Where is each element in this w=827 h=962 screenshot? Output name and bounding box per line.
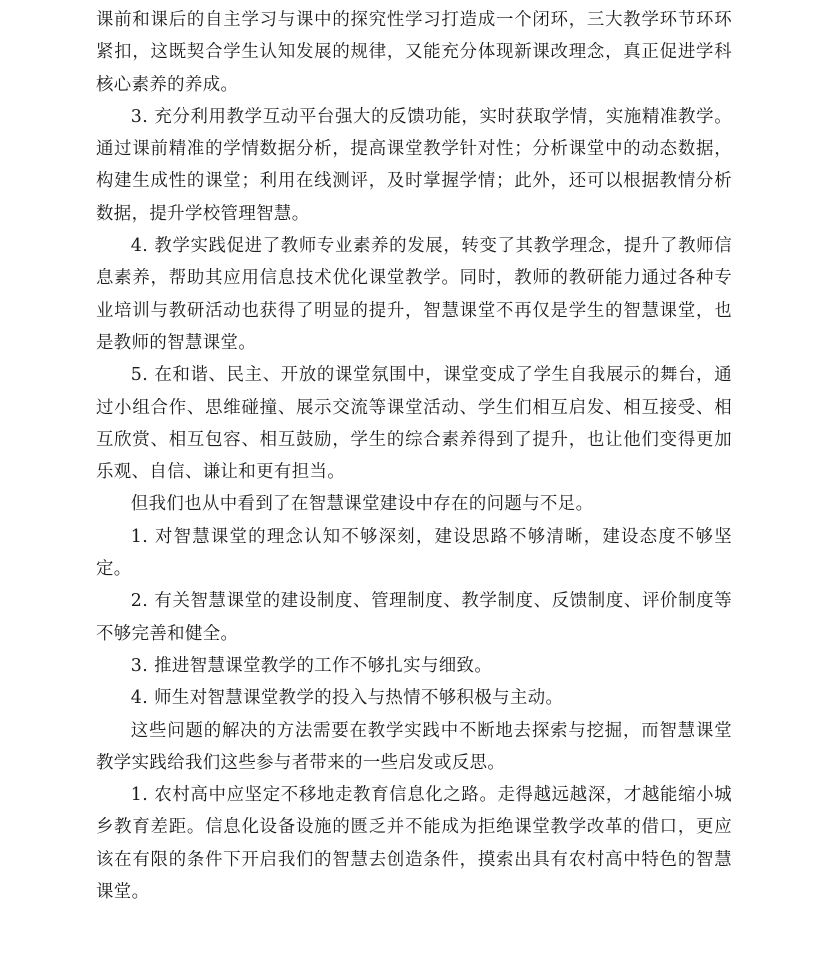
paragraph-problem-4: 4. 师生对智慧课堂教学的投入与热情不够积极与主动。	[130, 688, 564, 709]
document-page	[96, 4, 732, 908]
paragraph-point-3-feedback: 3. 充分利用教学互动平台强大的反馈功能，实时获取学情，实施精准教学。通过课前精准的学情数据分析，提高课堂教学针对性；分析课堂中的动态数据，构建生成性的课堂；利用在线测评，及时掌握学情；此外，还可以根据教情分析数据，提升学校管理智慧。	[96, 106, 732, 224]
paragraph-point-4-teacher-development: 4. 教学实践促进了教师专业素养的发展，转变了其教学理念，提升了教师信息素养，帮助其应用信息技术优化课堂教学。同时，教师的教研能力通过各种专业培训与教研活动也获得了明显的提升，智慧课堂不再仅是学生的智慧课堂，也是教师的智慧课堂。	[96, 236, 732, 353]
paragraph-solutions-intro: 这些问题的解决的方法需要在教学实践中不断地去探索与挖掘，而智慧课堂教学实践给我们这些参与者带来的一些启发或反思。	[96, 720, 732, 773]
paragraph-problem-3: 3. 推进智慧课堂教学的工作不够扎实与细致。	[130, 655, 493, 676]
paragraph-reflection-1: 1. 农村高中应坚定不移地走教育信息化之路。走得越远越深，才越能缩小城乡教育差距。信息化设备设施的匮乏并不能成为拒绝课堂教学改革的借口，更应该在有限的条件下开启我们的智慧去创造条件，摸索出具有农村高中特色的智慧课堂。	[96, 785, 732, 903]
paragraph-point-5-classroom-atmosphere: 5. 在和谐、民主、开放的课堂氛围中，课堂变成了学生自我展示的舞台，通过小组合作、思维碰撞、展示交流等课堂活动、学生们相互启发、相互接受、相互欣赏、相互包容、相互鼓励，学生的综合素养得到了提升，也让他们变得更加乐观、自信、谦让和更有担当。	[96, 365, 732, 483]
paragraph-problem-1: 1. 对智慧课堂的理念认知不够深刻，建设思路不够清晰，建设态度不够坚定。	[96, 526, 732, 580]
paragraph-continuation: 课前和课后的自主学习与课中的探究性学习打造成一个闭环，三大教学环节环环紧扣，这既契合学生认知发展的规律，又能充分体现新课改理念，真正促进学科核心素养的养成。	[96, 10, 732, 95]
paragraph-problems-intro: 但我们也从中看到了在智慧课堂建设中存在的问题与不足。	[130, 494, 594, 515]
paragraph-problem-2: 2. 有关智慧课堂的建设制度、管理制度、教学制度、反馈制度、评价制度等不够完善和健全。	[96, 591, 732, 644]
